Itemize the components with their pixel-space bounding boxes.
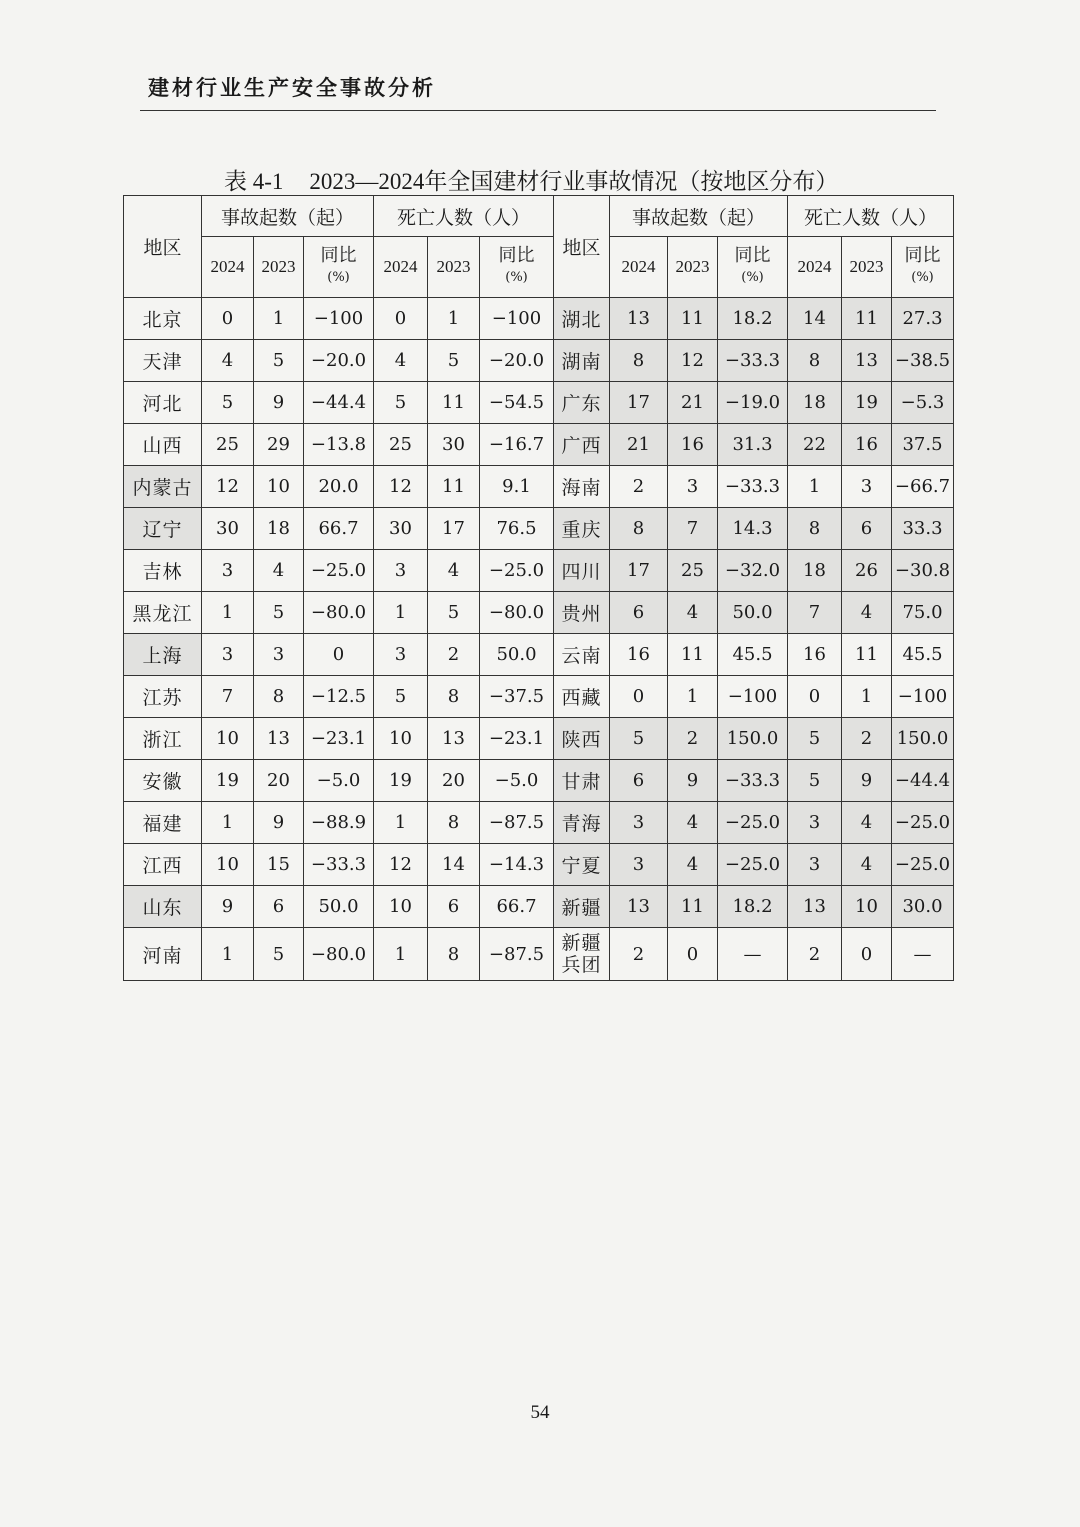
right-accidents-2023-cell: 9 bbox=[668, 760, 718, 802]
left-accidents-2023-cell: 18 bbox=[254, 508, 304, 550]
header-yoy bbox=[480, 237, 554, 298]
left-accidents-2024-cell: 5 bbox=[202, 382, 254, 424]
table-row bbox=[124, 550, 954, 592]
right-accidents-yoy-cell: −32.0 bbox=[718, 550, 788, 592]
left-deaths-2024-cell: 0 bbox=[374, 298, 428, 340]
left-deaths-2023-cell: 6 bbox=[428, 886, 480, 928]
header-year-2023: 2023 bbox=[428, 237, 480, 298]
header-yoy bbox=[718, 237, 788, 298]
table-row bbox=[124, 340, 954, 382]
right-deaths-2024-cell: 2 bbox=[788, 928, 842, 981]
right-accidents-2023-cell: 11 bbox=[668, 886, 718, 928]
right-accidents-2023-cell: 7 bbox=[668, 508, 718, 550]
right-accidents-2024-cell: 2 bbox=[610, 928, 668, 981]
right-region-cell: 宁夏 bbox=[554, 844, 610, 886]
left-accidents-yoy-cell: −5.0 bbox=[304, 760, 374, 802]
left-accidents-2023-cell: 5 bbox=[254, 340, 304, 382]
right-accidents-yoy-cell: 45.5 bbox=[718, 634, 788, 676]
left-deaths-2023-cell: 20 bbox=[428, 760, 480, 802]
left-accidents-2023-cell: 5 bbox=[254, 592, 304, 634]
right-accidents-2023-cell: 11 bbox=[668, 298, 718, 340]
right-deaths-2024-cell: 13 bbox=[788, 886, 842, 928]
accident-table bbox=[123, 195, 954, 981]
right-accidents-2023-cell: 2 bbox=[668, 718, 718, 760]
left-deaths-yoy-cell: −20.0 bbox=[480, 340, 554, 382]
left-region-cell: 江苏 bbox=[124, 676, 202, 718]
running-head: 建材行业生产安全事故分析 bbox=[148, 76, 436, 100]
right-deaths-2023-cell: 10 bbox=[842, 886, 892, 928]
right-accidents-2024-cell: 17 bbox=[610, 550, 668, 592]
right-deaths-yoy-cell: 37.5 bbox=[892, 424, 954, 466]
left-accidents-2024-cell: 30 bbox=[202, 508, 254, 550]
table-row bbox=[124, 424, 954, 466]
left-deaths-2023-cell: 30 bbox=[428, 424, 480, 466]
left-region-cell: 天津 bbox=[124, 340, 202, 382]
table-title bbox=[224, 163, 838, 196]
right-region-cell: 陕西 bbox=[554, 718, 610, 760]
right-deaths-yoy-cell: −25.0 bbox=[892, 844, 954, 886]
left-deaths-2023-cell: 14 bbox=[428, 844, 480, 886]
right-deaths-2023-cell: 11 bbox=[842, 634, 892, 676]
left-region-cell: 安徽 bbox=[124, 760, 202, 802]
left-deaths-2024-cell: 4 bbox=[374, 340, 428, 382]
header-yoy-label: 同比 bbox=[904, 245, 941, 266]
right-region-cell: 新疆 bbox=[554, 886, 610, 928]
table-header bbox=[124, 196, 954, 298]
right-accidents-2023-cell: 12 bbox=[668, 340, 718, 382]
right-accidents-yoy-cell: −25.0 bbox=[718, 802, 788, 844]
right-deaths-2024-cell: 14 bbox=[788, 298, 842, 340]
right-deaths-2024-cell: 8 bbox=[788, 508, 842, 550]
left-deaths-2024-cell: 12 bbox=[374, 844, 428, 886]
right-accidents-yoy-cell: −33.3 bbox=[718, 466, 788, 508]
left-accidents-2023-cell: 6 bbox=[254, 886, 304, 928]
header-region-right: 地区 bbox=[554, 196, 610, 298]
left-accidents-yoy-cell: 50.0 bbox=[304, 886, 374, 928]
left-accidents-2023-cell: 29 bbox=[254, 424, 304, 466]
header-accidents-left: 事故起数（起） bbox=[202, 196, 374, 237]
left-accidents-yoy-cell: 66.7 bbox=[304, 508, 374, 550]
right-region-cell: 广东 bbox=[554, 382, 610, 424]
right-deaths-2024-cell: 1 bbox=[788, 466, 842, 508]
header-year-2023: 2023 bbox=[842, 237, 892, 298]
left-deaths-2023-cell: 8 bbox=[428, 802, 480, 844]
left-deaths-yoy-cell: −37.5 bbox=[480, 676, 554, 718]
left-region-cell: 黑龙江 bbox=[124, 592, 202, 634]
right-accidents-2024-cell: 3 bbox=[610, 802, 668, 844]
table-row bbox=[124, 760, 954, 802]
right-accidents-2023-cell: 16 bbox=[668, 424, 718, 466]
left-accidents-2023-cell: 8 bbox=[254, 676, 304, 718]
header-yoy-label: 同比 bbox=[498, 245, 535, 266]
right-deaths-yoy-cell: −30.8 bbox=[892, 550, 954, 592]
header-yoy bbox=[892, 237, 954, 298]
left-deaths-yoy-cell: −54.5 bbox=[480, 382, 554, 424]
right-accidents-2024-cell: 3 bbox=[610, 844, 668, 886]
table-row bbox=[124, 928, 954, 981]
right-accidents-yoy-cell: — bbox=[718, 928, 788, 981]
right-accidents-2024-cell: 16 bbox=[610, 634, 668, 676]
right-deaths-2023-cell: 11 bbox=[842, 298, 892, 340]
left-deaths-2023-cell: 11 bbox=[428, 382, 480, 424]
left-deaths-2023-cell: 8 bbox=[428, 676, 480, 718]
right-accidents-2023-cell: 11 bbox=[668, 634, 718, 676]
table-row bbox=[124, 844, 954, 886]
header-yoy-unit: (%) bbox=[327, 270, 350, 285]
left-accidents-2024-cell: 0 bbox=[202, 298, 254, 340]
header-year-2024: 2024 bbox=[788, 237, 842, 298]
header-yoy-unit: (%) bbox=[741, 270, 764, 285]
right-accidents-2024-cell: 5 bbox=[610, 718, 668, 760]
right-deaths-2024-cell: 5 bbox=[788, 718, 842, 760]
right-accidents-2023-cell: 3 bbox=[668, 466, 718, 508]
left-accidents-yoy-cell: 0 bbox=[304, 634, 374, 676]
right-accidents-yoy-cell: 18.2 bbox=[718, 886, 788, 928]
right-deaths-2024-cell: 8 bbox=[788, 340, 842, 382]
left-accidents-2023-cell: 3 bbox=[254, 634, 304, 676]
left-deaths-2023-cell: 13 bbox=[428, 718, 480, 760]
right-accidents-yoy-cell: 18.2 bbox=[718, 298, 788, 340]
left-accidents-2024-cell: 1 bbox=[202, 592, 254, 634]
header-yoy-label: 同比 bbox=[734, 245, 771, 266]
left-accidents-2023-cell: 4 bbox=[254, 550, 304, 592]
left-accidents-2024-cell: 10 bbox=[202, 844, 254, 886]
right-accidents-2024-cell: 0 bbox=[610, 676, 668, 718]
right-region-cell: 西藏 bbox=[554, 676, 610, 718]
left-accidents-2023-cell: 5 bbox=[254, 928, 304, 981]
left-accidents-yoy-cell: −23.1 bbox=[304, 718, 374, 760]
right-accidents-yoy-cell: −19.0 bbox=[718, 382, 788, 424]
left-deaths-2023-cell: 5 bbox=[428, 340, 480, 382]
left-deaths-yoy-cell: −87.5 bbox=[480, 802, 554, 844]
left-accidents-2024-cell: 25 bbox=[202, 424, 254, 466]
left-accidents-yoy-cell: −20.0 bbox=[304, 340, 374, 382]
left-deaths-yoy-cell: −16.7 bbox=[480, 424, 554, 466]
left-deaths-yoy-cell: 50.0 bbox=[480, 634, 554, 676]
right-accidents-2023-cell: 0 bbox=[668, 928, 718, 981]
right-accidents-yoy-cell: 14.3 bbox=[718, 508, 788, 550]
left-region-cell: 内蒙古 bbox=[124, 466, 202, 508]
right-deaths-2024-cell: 3 bbox=[788, 802, 842, 844]
right-deaths-yoy-cell: 27.3 bbox=[892, 298, 954, 340]
left-region-cell: 北京 bbox=[124, 298, 202, 340]
right-deaths-2023-cell: 6 bbox=[842, 508, 892, 550]
right-accidents-2024-cell: 17 bbox=[610, 382, 668, 424]
right-accidents-2024-cell: 6 bbox=[610, 760, 668, 802]
page-number: 54 bbox=[530, 1402, 550, 1423]
left-deaths-2024-cell: 5 bbox=[374, 382, 428, 424]
right-deaths-yoy-cell: −66.7 bbox=[892, 466, 954, 508]
left-region-cell: 上海 bbox=[124, 634, 202, 676]
right-deaths-2024-cell: 5 bbox=[788, 760, 842, 802]
left-region-cell: 山东 bbox=[124, 886, 202, 928]
left-deaths-2023-cell: 11 bbox=[428, 466, 480, 508]
table-row bbox=[124, 298, 954, 340]
right-region-cell: 青海 bbox=[554, 802, 610, 844]
table-row bbox=[124, 592, 954, 634]
right-region-cell: 四川 bbox=[554, 550, 610, 592]
right-accidents-2024-cell: 8 bbox=[610, 340, 668, 382]
header-deaths-left: 死亡人数（人） bbox=[374, 196, 554, 237]
right-deaths-yoy-cell: — bbox=[892, 928, 954, 981]
left-deaths-yoy-cell: −87.5 bbox=[480, 928, 554, 981]
header-yoy-unit: (%) bbox=[911, 270, 934, 285]
left-region-cell: 吉林 bbox=[124, 550, 202, 592]
header-rule bbox=[140, 110, 936, 111]
right-accidents-yoy-cell: −25.0 bbox=[718, 844, 788, 886]
right-region-cell: 重庆 bbox=[554, 508, 610, 550]
left-accidents-2024-cell: 1 bbox=[202, 928, 254, 981]
table-row bbox=[124, 466, 954, 508]
left-accidents-2023-cell: 13 bbox=[254, 718, 304, 760]
left-accidents-2024-cell: 19 bbox=[202, 760, 254, 802]
left-deaths-yoy-cell: −23.1 bbox=[480, 718, 554, 760]
left-deaths-2024-cell: 1 bbox=[374, 802, 428, 844]
right-accidents-2023-cell: 1 bbox=[668, 676, 718, 718]
right-deaths-yoy-cell: −100 bbox=[892, 676, 954, 718]
right-region-cell: 海南 bbox=[554, 466, 610, 508]
left-accidents-2024-cell: 3 bbox=[202, 634, 254, 676]
right-deaths-2023-cell: 9 bbox=[842, 760, 892, 802]
right-region-cell: 新疆兵团 bbox=[554, 928, 610, 981]
right-deaths-2023-cell: 26 bbox=[842, 550, 892, 592]
right-accidents-yoy-cell: −33.3 bbox=[718, 340, 788, 382]
header-year-2024: 2024 bbox=[374, 237, 428, 298]
right-accidents-yoy-cell: −100 bbox=[718, 676, 788, 718]
right-deaths-2024-cell: 3 bbox=[788, 844, 842, 886]
left-accidents-yoy-cell: −80.0 bbox=[304, 592, 374, 634]
table-title-text: 年全国建材行业事故情况（按地区分布） bbox=[424, 169, 839, 195]
right-accidents-2024-cell: 13 bbox=[610, 298, 668, 340]
right-region-cell: 湖北 bbox=[554, 298, 610, 340]
left-accidents-2024-cell: 1 bbox=[202, 802, 254, 844]
left-deaths-2023-cell: 2 bbox=[428, 634, 480, 676]
right-accidents-yoy-cell: 50.0 bbox=[718, 592, 788, 634]
left-region-cell: 山西 bbox=[124, 424, 202, 466]
right-accidents-2024-cell: 2 bbox=[610, 466, 668, 508]
left-deaths-2024-cell: 5 bbox=[374, 676, 428, 718]
right-deaths-2024-cell: 0 bbox=[788, 676, 842, 718]
left-deaths-2023-cell: 17 bbox=[428, 508, 480, 550]
header-year-2023: 2023 bbox=[668, 237, 718, 298]
left-accidents-yoy-cell: −100 bbox=[304, 298, 374, 340]
right-deaths-yoy-cell: −44.4 bbox=[892, 760, 954, 802]
left-region-cell: 辽宁 bbox=[124, 508, 202, 550]
left-deaths-2024-cell: 10 bbox=[374, 718, 428, 760]
left-deaths-2024-cell: 3 bbox=[374, 634, 428, 676]
left-deaths-yoy-cell: −80.0 bbox=[480, 592, 554, 634]
right-deaths-yoy-cell: −25.0 bbox=[892, 802, 954, 844]
left-region-cell: 福建 bbox=[124, 802, 202, 844]
left-accidents-2024-cell: 10 bbox=[202, 718, 254, 760]
right-deaths-2024-cell: 7 bbox=[788, 592, 842, 634]
left-accidents-2024-cell: 7 bbox=[202, 676, 254, 718]
header-deaths-right: 死亡人数（人） bbox=[788, 196, 954, 237]
left-deaths-2024-cell: 3 bbox=[374, 550, 428, 592]
right-deaths-yoy-cell: 150.0 bbox=[892, 718, 954, 760]
right-accidents-2023-cell: 4 bbox=[668, 802, 718, 844]
right-deaths-2023-cell: 13 bbox=[842, 340, 892, 382]
header-accidents-right: 事故起数（起） bbox=[610, 196, 788, 237]
left-accidents-2023-cell: 1 bbox=[254, 298, 304, 340]
left-deaths-yoy-cell: 9.1 bbox=[480, 466, 554, 508]
table-title-years: 2023—2024 bbox=[309, 169, 425, 194]
left-accidents-yoy-cell: −13.8 bbox=[304, 424, 374, 466]
right-accidents-2024-cell: 8 bbox=[610, 508, 668, 550]
left-accidents-yoy-cell: −12.5 bbox=[304, 676, 374, 718]
left-accidents-2023-cell: 15 bbox=[254, 844, 304, 886]
right-accidents-2024-cell: 13 bbox=[610, 886, 668, 928]
left-accidents-2024-cell: 12 bbox=[202, 466, 254, 508]
table-row bbox=[124, 802, 954, 844]
table-number: 表 4-1 bbox=[224, 169, 284, 194]
header-yoy bbox=[304, 237, 374, 298]
left-deaths-2024-cell: 1 bbox=[374, 928, 428, 981]
right-deaths-2024-cell: 18 bbox=[788, 382, 842, 424]
left-accidents-yoy-cell: −88.9 bbox=[304, 802, 374, 844]
left-accidents-2023-cell: 10 bbox=[254, 466, 304, 508]
left-deaths-2024-cell: 12 bbox=[374, 466, 428, 508]
table-row bbox=[124, 382, 954, 424]
table-row bbox=[124, 676, 954, 718]
left-region-cell: 河南 bbox=[124, 928, 202, 981]
left-accidents-2023-cell: 9 bbox=[254, 382, 304, 424]
left-region-cell: 江西 bbox=[124, 844, 202, 886]
right-deaths-2023-cell: 4 bbox=[842, 592, 892, 634]
left-deaths-yoy-cell: −14.3 bbox=[480, 844, 554, 886]
header-yoy-unit: (%) bbox=[505, 270, 528, 285]
right-accidents-2024-cell: 6 bbox=[610, 592, 668, 634]
table-row bbox=[124, 718, 954, 760]
left-accidents-yoy-cell: −80.0 bbox=[304, 928, 374, 981]
right-deaths-2023-cell: 2 bbox=[842, 718, 892, 760]
left-deaths-yoy-cell: 66.7 bbox=[480, 886, 554, 928]
header-year-2024: 2024 bbox=[202, 237, 254, 298]
left-deaths-yoy-cell: 76.5 bbox=[480, 508, 554, 550]
left-deaths-2024-cell: 19 bbox=[374, 760, 428, 802]
right-deaths-yoy-cell: 45.5 bbox=[892, 634, 954, 676]
left-deaths-yoy-cell: −100 bbox=[480, 298, 554, 340]
left-accidents-2023-cell: 9 bbox=[254, 802, 304, 844]
right-deaths-2023-cell: 1 bbox=[842, 676, 892, 718]
left-deaths-2024-cell: 1 bbox=[374, 592, 428, 634]
right-accidents-yoy-cell: 31.3 bbox=[718, 424, 788, 466]
left-region-cell: 浙江 bbox=[124, 718, 202, 760]
header-year-2023: 2023 bbox=[254, 237, 304, 298]
right-region-cell: 云南 bbox=[554, 634, 610, 676]
table-body bbox=[124, 298, 954, 981]
right-deaths-2023-cell: 4 bbox=[842, 844, 892, 886]
left-deaths-2023-cell: 4 bbox=[428, 550, 480, 592]
left-region-cell: 河北 bbox=[124, 382, 202, 424]
left-accidents-2024-cell: 9 bbox=[202, 886, 254, 928]
table-row bbox=[124, 508, 954, 550]
right-accidents-yoy-cell: −33.3 bbox=[718, 760, 788, 802]
right-region-cell: 甘肃 bbox=[554, 760, 610, 802]
left-accidents-yoy-cell: −44.4 bbox=[304, 382, 374, 424]
left-accidents-yoy-cell: −33.3 bbox=[304, 844, 374, 886]
right-accidents-2023-cell: 4 bbox=[668, 592, 718, 634]
left-accidents-2024-cell: 4 bbox=[202, 340, 254, 382]
header-yoy-label: 同比 bbox=[320, 245, 357, 266]
right-deaths-yoy-cell: 75.0 bbox=[892, 592, 954, 634]
right-accidents-2023-cell: 25 bbox=[668, 550, 718, 592]
left-deaths-2023-cell: 5 bbox=[428, 592, 480, 634]
right-accidents-yoy-cell: 150.0 bbox=[718, 718, 788, 760]
right-deaths-yoy-cell: −38.5 bbox=[892, 340, 954, 382]
right-deaths-2023-cell: 4 bbox=[842, 802, 892, 844]
header-year-2024: 2024 bbox=[610, 237, 668, 298]
left-deaths-2023-cell: 1 bbox=[428, 298, 480, 340]
right-deaths-2023-cell: 19 bbox=[842, 382, 892, 424]
right-deaths-yoy-cell: 30.0 bbox=[892, 886, 954, 928]
left-accidents-yoy-cell: 20.0 bbox=[304, 466, 374, 508]
left-deaths-2024-cell: 30 bbox=[374, 508, 428, 550]
right-region-cell: 湖南 bbox=[554, 340, 610, 382]
right-accidents-2024-cell: 21 bbox=[610, 424, 668, 466]
left-accidents-2023-cell: 20 bbox=[254, 760, 304, 802]
table-row bbox=[124, 634, 954, 676]
right-deaths-2024-cell: 18 bbox=[788, 550, 842, 592]
right-deaths-2023-cell: 0 bbox=[842, 928, 892, 981]
left-deaths-yoy-cell: −5.0 bbox=[480, 760, 554, 802]
left-accidents-yoy-cell: −25.0 bbox=[304, 550, 374, 592]
left-accidents-2024-cell: 3 bbox=[202, 550, 254, 592]
right-deaths-2023-cell: 16 bbox=[842, 424, 892, 466]
right-deaths-2024-cell: 22 bbox=[788, 424, 842, 466]
right-region-cell: 贵州 bbox=[554, 592, 610, 634]
right-region-cell: 广西 bbox=[554, 424, 610, 466]
right-deaths-2024-cell: 16 bbox=[788, 634, 842, 676]
header-region-left: 地区 bbox=[124, 196, 202, 298]
table-row bbox=[124, 886, 954, 928]
left-deaths-2024-cell: 10 bbox=[374, 886, 428, 928]
right-deaths-yoy-cell: −5.3 bbox=[892, 382, 954, 424]
right-accidents-2023-cell: 4 bbox=[668, 844, 718, 886]
left-deaths-yoy-cell: −25.0 bbox=[480, 550, 554, 592]
right-accidents-2023-cell: 21 bbox=[668, 382, 718, 424]
right-deaths-2023-cell: 3 bbox=[842, 466, 892, 508]
right-deaths-yoy-cell: 33.3 bbox=[892, 508, 954, 550]
left-deaths-2024-cell: 25 bbox=[374, 424, 428, 466]
left-deaths-2023-cell: 8 bbox=[428, 928, 480, 981]
